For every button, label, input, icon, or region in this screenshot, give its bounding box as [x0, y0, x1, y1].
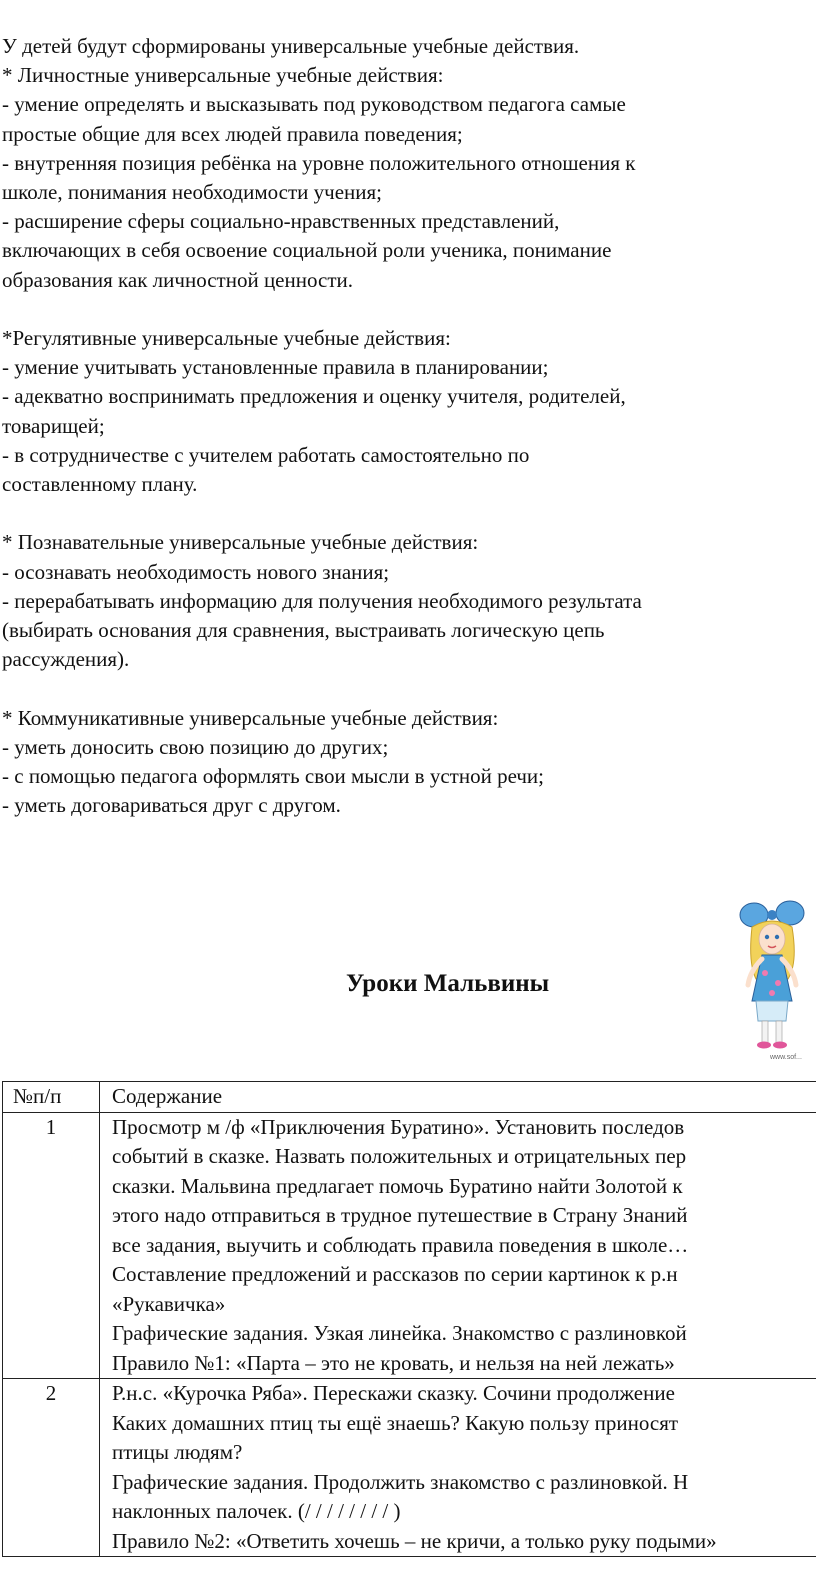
section-line: - внутренняя позиция ребёнка на уровне положительного отношения к: [2, 150, 636, 175]
section-line: включающих в себя освоение социальной роли ученика, понимание: [2, 238, 612, 263]
cell-line: Р.н.с. «Курочка Ряба». Перескажи сказку. Сочини продолжение: [112, 1381, 675, 1405]
intro-line: У детей будут сформированы универсальные учебные действия.: [2, 34, 580, 58]
section-line: товарищей;: [2, 413, 105, 438]
section-line: - уметь договариваться друг с другом.: [2, 793, 341, 818]
cell-line: все задания, выучить и соблюдать правила поведения в школе…: [112, 1232, 689, 1257]
section-heading: *Регулятивные универсальные учебные действия:: [2, 326, 451, 351]
section-line: - перерабатывать информацию для получения необходимого результата: [2, 588, 642, 613]
cell-line: наклонных палочек. (/ / / / / / / / ): [112, 1499, 401, 1523]
paragraph-gap: [2, 674, 814, 703]
section-heading: * Личностные универсальные учебные действия:: [2, 63, 444, 88]
row-number: 2: [3, 1379, 100, 1557]
section-heading: * Коммуникативные универсальные учебные действия:: [2, 705, 499, 730]
document-body: [2, 32, 814, 820]
section-line: - в сотрудничестве с учителем работать самостоятельно по: [2, 442, 530, 467]
row-content: [100, 1112, 816, 1379]
section-line: - адекватно воспринимать предложения и оценку учителя, родителей,: [2, 384, 626, 409]
paragraph-gap: [2, 499, 814, 528]
cell-line: Графические задания. Узкая линейка. Знакомство с разлиновкой: [112, 1321, 687, 1345]
cell-line: птицы людям?: [112, 1440, 243, 1464]
section-line: - осознавать необходимость нового знания;: [2, 559, 390, 584]
section-line: - уметь доносить свою позицию до других;: [2, 734, 389, 759]
cell-line: событий в сказке. Назвать положительных и отрицательных пер: [112, 1144, 687, 1168]
row-content: [100, 1379, 816, 1557]
section-line: рассуждения).: [2, 647, 130, 672]
illustration-caption: www.sof...: [770, 1054, 802, 1061]
cell-line: Правило №1: «Парта – это не кровать, и нельзя на ней лежать»: [112, 1350, 675, 1375]
table-row: [3, 1112, 816, 1379]
malvina-doll-icon: [732, 893, 816, 1063]
section-line: простые общие для всех людей правила поведения;: [2, 121, 463, 146]
section-line: - умение учитывать установленные правила в планировании;: [2, 355, 549, 380]
section-line: образования как личностной ценности.: [2, 267, 353, 292]
cell-line: Просмотр м /ф «Приключения Буратино». Установить последов: [112, 1114, 685, 1139]
section-line: (выбирать основания для сравнения, выстраивать логическую цепь: [2, 618, 605, 643]
section-line: составленному плану.: [2, 472, 198, 497]
cell-line: Составление предложений и рассказов по серии картинок к р.н: [112, 1262, 678, 1286]
section-line: школе, понимания необходимости учения;: [2, 180, 383, 205]
malvina-illustration: [732, 893, 816, 1063]
section-line: - расширение сферы социально-нравственных представлений,: [2, 209, 560, 234]
table-row: [3, 1379, 816, 1557]
table-header-row: [3, 1082, 816, 1113]
lessons-table: [2, 1081, 816, 1557]
section-line: - с помощью педагога оформлять свои мысли в устной речи;: [2, 764, 545, 789]
cell-line: сказки. Мальвина предлагает помочь Буратино найти Золотой к: [112, 1173, 683, 1198]
cell-line: этого надо отправиться в трудное путешествие в Страну Знаний: [112, 1203, 688, 1227]
column-header-number: №п/п: [3, 1082, 100, 1113]
row-number: 1: [3, 1112, 100, 1379]
cell-line: «Рукавичка»: [112, 1291, 226, 1316]
paragraph-gap: [2, 295, 814, 324]
cell-line: Графические задания. Продолжить знакомство с разлиновкой. Н: [112, 1469, 689, 1494]
cell-line: Правило №2: «Ответить хочешь – не кричи, а только руку подыми»: [112, 1528, 717, 1553]
column-header-content: Содержание: [100, 1082, 816, 1113]
lessons-title: Уроки Мальвины: [346, 970, 550, 997]
section-line: - умение определять и высказывать под руководством педагога самые: [2, 92, 626, 117]
section-heading: * Познавательные универсальные учебные действия:: [2, 530, 479, 555]
cell-line: Каких домашних птиц ты ещё знаешь? Какую пользу приносят: [112, 1410, 679, 1435]
